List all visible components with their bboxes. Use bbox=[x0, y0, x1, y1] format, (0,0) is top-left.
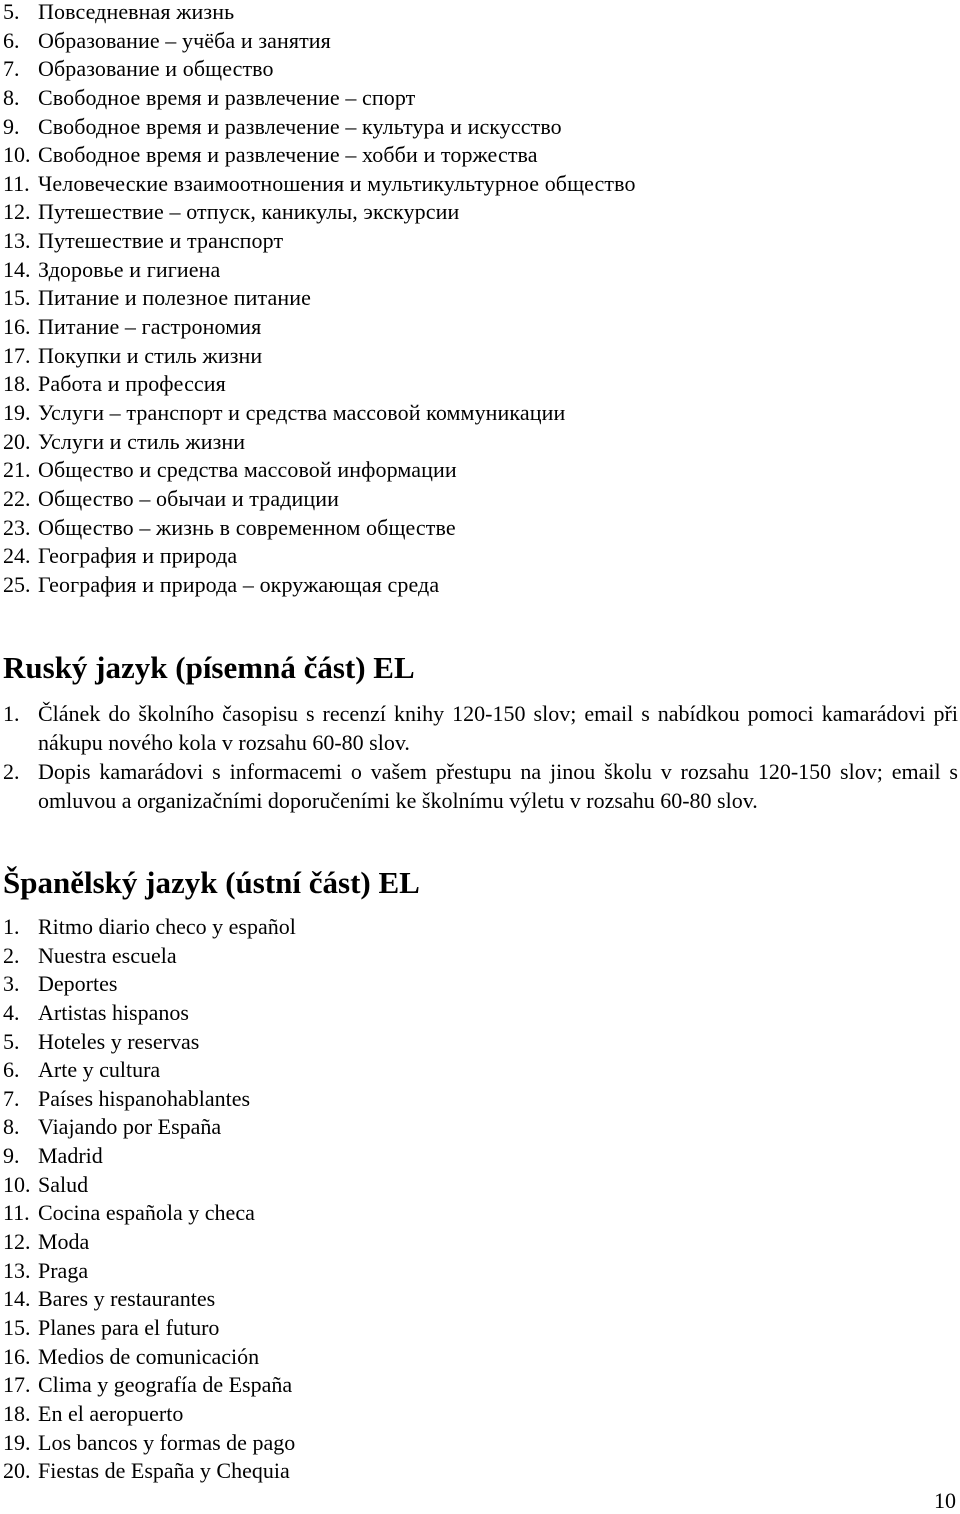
list-item-text: En el aeropuerto bbox=[38, 1400, 184, 1426]
spanish-topic-item bbox=[0, 913, 296, 942]
list-item-text: Общество – жизнь в современном обществе bbox=[38, 514, 456, 540]
list-item-text: Покупки и стиль жизни bbox=[38, 342, 263, 368]
list-item-text: Salud bbox=[38, 1171, 89, 1197]
list-item-text: География и природа – окружающая среда bbox=[38, 571, 440, 597]
list-item-number: 23. bbox=[3, 514, 31, 540]
spanish-topic-item bbox=[0, 1228, 296, 1257]
list-item-number: 10. bbox=[3, 142, 31, 168]
spanish-topic-item bbox=[0, 1371, 296, 1400]
list-item-number: 14. bbox=[3, 1286, 31, 1312]
spanish-topic-item bbox=[0, 1142, 296, 1171]
list-item-text: Образование и общество bbox=[38, 56, 274, 82]
list-item-text: Cocina española y checa bbox=[38, 1200, 255, 1226]
spanish-topic-item bbox=[0, 1314, 296, 1343]
list-item-text: Ritmo diario checo y español bbox=[38, 914, 296, 939]
list-item-number: 14. bbox=[3, 256, 31, 282]
list-item-number: 13. bbox=[3, 1257, 31, 1283]
list-item-number: 6. bbox=[3, 27, 20, 53]
list-item-number: 20. bbox=[3, 1458, 31, 1484]
list-item-text: Países hispanohablantes bbox=[38, 1085, 251, 1111]
list-item-text: Bares y restaurantes bbox=[38, 1286, 216, 1312]
russian-topic-item bbox=[0, 84, 636, 113]
list-item-text: Nuestra escuela bbox=[38, 942, 177, 968]
list-item-number: 20. bbox=[3, 428, 31, 454]
page-number: 10 bbox=[934, 1488, 956, 1513]
russian-topic-item bbox=[0, 55, 636, 84]
section-heading-spanish-oral: Španělský jazyk (ústní část) EL bbox=[3, 865, 420, 900]
list-item-number: 7. bbox=[3, 1085, 20, 1111]
list-item-number: 19. bbox=[3, 399, 31, 425]
list-item-text: Работа и профессия bbox=[38, 371, 226, 397]
russian-topic-item bbox=[0, 342, 636, 371]
list-item-number: 25. bbox=[3, 571, 31, 597]
list-item-number: 24. bbox=[3, 543, 31, 569]
russian-topic-item bbox=[0, 256, 636, 285]
russian-topic-item bbox=[0, 170, 636, 199]
spanish-topic-item bbox=[0, 1285, 296, 1314]
list-item-text: Путешествие и транспорт bbox=[38, 228, 284, 254]
list-item-text: Deportes bbox=[38, 971, 118, 997]
list-item-text: Hoteles y reservas bbox=[38, 1028, 200, 1054]
list-item-number: 8. bbox=[3, 84, 20, 110]
spanish-topic-item bbox=[0, 999, 296, 1028]
russian-topic-item bbox=[0, 456, 636, 485]
list-item-number: 15. bbox=[3, 1314, 31, 1340]
spanish-topic-item bbox=[0, 1343, 296, 1372]
list-item-text: Свободное время и развлечение – хобби и торжества bbox=[38, 142, 538, 168]
list-item-number: 17. bbox=[3, 342, 31, 368]
russian-topic-item bbox=[0, 227, 636, 256]
russian-topic-list bbox=[0, 0, 636, 599]
spanish-topic-item bbox=[0, 1429, 296, 1458]
list-item-text: Medios de comunicación bbox=[38, 1343, 260, 1369]
list-item-number: 9. bbox=[3, 1143, 20, 1169]
russian-topic-item bbox=[0, 428, 636, 457]
list-item-number: 12. bbox=[3, 1229, 31, 1255]
list-item-number: 22. bbox=[3, 485, 31, 511]
list-item-number: 12. bbox=[3, 199, 31, 225]
list-item-number: 13. bbox=[3, 228, 31, 254]
list-item-text: Общество – обычаи и традиции bbox=[38, 485, 340, 511]
list-item-number: 6. bbox=[3, 1057, 20, 1083]
list-item-number: 8. bbox=[3, 1114, 20, 1140]
spanish-topic-list bbox=[0, 913, 296, 1486]
list-item-text: Artistas hispanos bbox=[38, 999, 189, 1025]
list-item-number: 7. bbox=[3, 56, 20, 82]
spanish-topic-item bbox=[0, 1171, 296, 1200]
list-item-number: 21. bbox=[3, 457, 31, 483]
list-item-text: Moda bbox=[38, 1229, 90, 1255]
russian-topic-item bbox=[0, 542, 636, 571]
list-item-text: Свободное время и развлечение – культура и искусство bbox=[38, 113, 562, 139]
russian-topic-item bbox=[0, 141, 636, 170]
list-item-number: 18. bbox=[3, 1400, 31, 1426]
spanish-topic-item bbox=[0, 1457, 296, 1486]
russian-topic-item bbox=[0, 313, 636, 342]
russian-topic-item bbox=[0, 198, 636, 227]
written-task-item bbox=[0, 757, 960, 815]
list-item-text: Článek do školního časopisu s recenzí knihy 120-150 slov; email s nabídkou pomoci kamarádovi při nákupu nového kola v rozsahu 60-80 slov. bbox=[38, 701, 958, 755]
list-item-number: 3. bbox=[3, 971, 20, 997]
russian-topic-item bbox=[0, 27, 636, 56]
list-item-number: 18. bbox=[3, 371, 31, 397]
list-item-text: Питание и полезное питание bbox=[38, 285, 311, 311]
list-item-text: Питание – гастрономия bbox=[38, 314, 262, 340]
spanish-topic-item bbox=[0, 1085, 296, 1114]
list-item-text: Praga bbox=[38, 1257, 89, 1283]
russian-topic-item bbox=[0, 514, 636, 543]
list-item-text: Услуги и стиль жизни bbox=[38, 428, 246, 454]
list-item-number: 11. bbox=[3, 170, 30, 196]
list-item-number: 15. bbox=[3, 285, 31, 311]
russian-topic-item bbox=[0, 0, 636, 27]
spanish-topic-item bbox=[0, 1056, 296, 1085]
list-item-text: Arte y cultura bbox=[38, 1057, 161, 1083]
list-item-number: 5. bbox=[3, 0, 20, 24]
list-item-text: Здоровье и гигиена bbox=[38, 256, 221, 282]
list-item-text: Услуги – транспорт и средства массовой коммуникации bbox=[38, 399, 566, 425]
list-item-text: Свободное время и развлечение – спорт bbox=[38, 84, 416, 110]
list-item-text: Fiestas de España y Chequia bbox=[38, 1458, 290, 1484]
spanish-topic-item bbox=[0, 1257, 296, 1286]
list-item-number: 16. bbox=[3, 314, 31, 340]
russian-topic-item bbox=[0, 399, 636, 428]
list-item-text: Viajando por España bbox=[38, 1114, 222, 1140]
russian-written-task-list bbox=[0, 699, 960, 815]
list-item-number: 16. bbox=[3, 1343, 31, 1369]
spanish-topic-item bbox=[0, 942, 296, 971]
written-task-item bbox=[0, 699, 960, 757]
list-item-number: 4. bbox=[3, 999, 20, 1025]
list-item-number: 9. bbox=[3, 113, 20, 139]
list-item-number: 1. bbox=[3, 914, 20, 939]
list-item-text: Путешествие – отпуск, каникулы, экскурсии bbox=[38, 199, 460, 225]
list-item-number: 2. bbox=[3, 759, 20, 784]
russian-topic-item bbox=[0, 370, 636, 399]
russian-topic-item bbox=[0, 571, 636, 600]
list-item-number: 1. bbox=[3, 701, 20, 726]
list-item-text: Образование – учёба и занятия bbox=[38, 27, 331, 53]
list-item-text: Повседневная жизнь bbox=[38, 0, 235, 24]
list-item-number: 5. bbox=[3, 1028, 20, 1054]
list-item-text: Человеческие взаимоотношения и мультикультурное общество bbox=[38, 170, 636, 196]
spanish-topic-item bbox=[0, 970, 296, 999]
list-item-number: 19. bbox=[3, 1429, 31, 1455]
list-item-text: Los bancos y formas de pago bbox=[38, 1429, 296, 1455]
list-item-text: Общество и средства массовой информации bbox=[38, 457, 457, 483]
spanish-topic-item bbox=[0, 1199, 296, 1228]
list-item-text: Clima y geografía de España bbox=[38, 1372, 293, 1398]
list-item-text: Madrid bbox=[38, 1143, 103, 1169]
list-item-text: Planes para el futuro bbox=[38, 1314, 220, 1340]
list-item-number: 11. bbox=[3, 1200, 30, 1226]
spanish-topic-item bbox=[0, 1113, 296, 1142]
list-item-number: 2. bbox=[3, 942, 20, 968]
russian-topic-item bbox=[0, 113, 636, 142]
list-item-text: География и природа bbox=[38, 543, 238, 569]
list-item-text: Dopis kamarádovi s informacemi o vašem přestupu na jinou školu v rozsahu 120-150 slov; email s omluvou a organizačními doporučeními ke školnímu výletu v rozsahu 60-80 slov. bbox=[38, 759, 958, 813]
spanish-topic-item bbox=[0, 1028, 296, 1057]
spanish-topic-item bbox=[0, 1400, 296, 1429]
list-item-number: 17. bbox=[3, 1372, 31, 1398]
list-item-number: 10. bbox=[3, 1171, 31, 1197]
russian-topic-item bbox=[0, 485, 636, 514]
section-heading-russian-written: Ruský jazyk (písemná část) EL bbox=[3, 650, 415, 685]
russian-topic-item bbox=[0, 284, 636, 313]
